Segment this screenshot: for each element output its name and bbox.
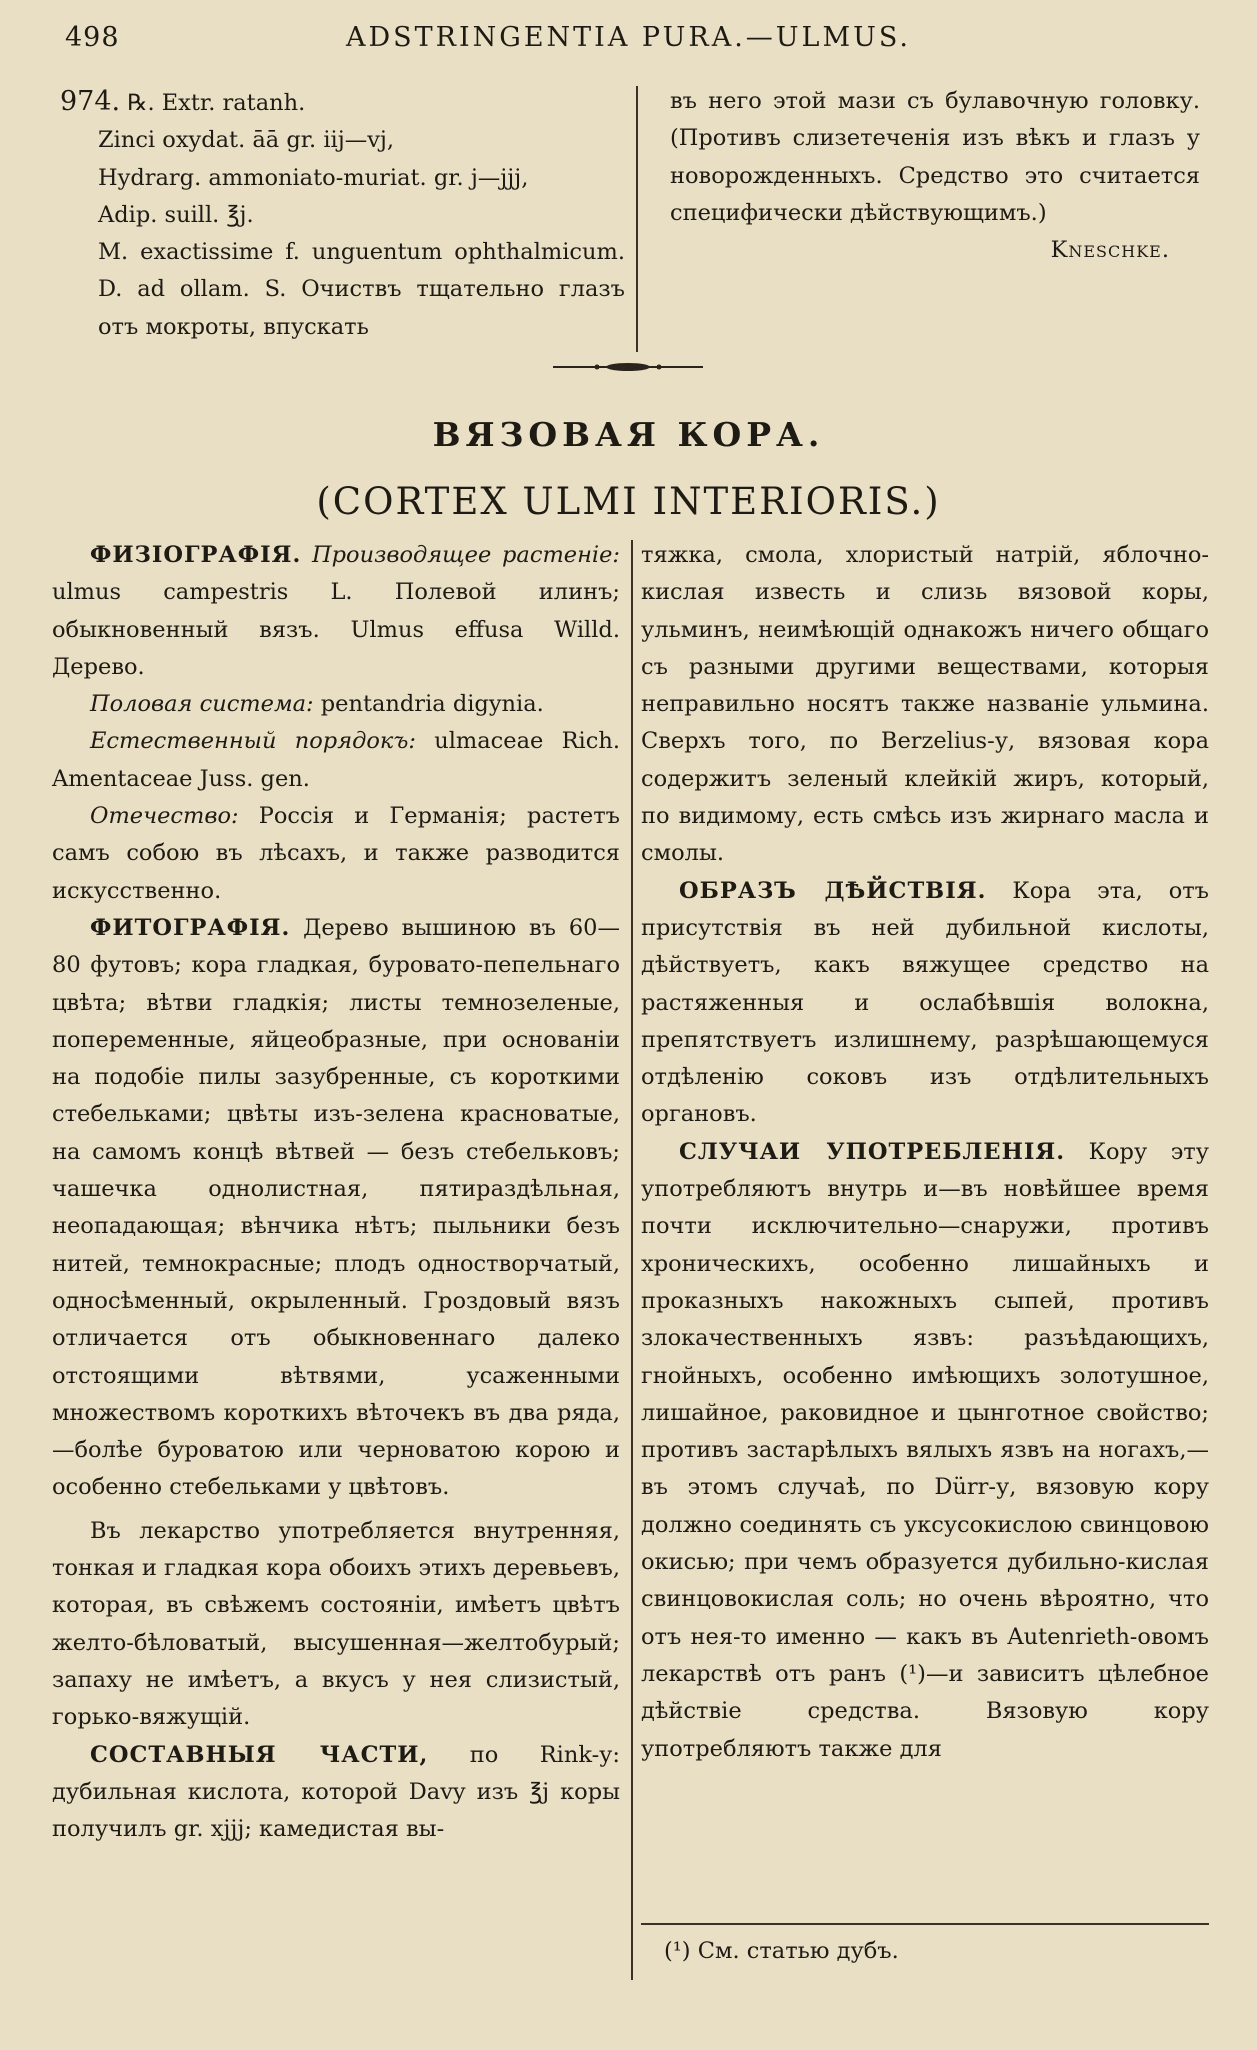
medicinal-use-paragraph: Въ лекарство употребляется внутренняя, тонкая и гладкая кора обоихъ этихъ деревьевъ, которая, въ свѣжемъ состояніи, имѣетъ цвѣтъ желто-бѣловатый, высушенная—желтобурый; запаху не имѣетъ, а вкусъ у нея слизистый, горько-вяжущій. [52,1517,620,1731]
constituents-continuation: тяжка, смола, хлористый натрій, яблочно-кислая известь и слизь вязовой коры, ульминъ, неимѣющій однакожъ ничего общаго съ разными другими веществами, которыя неправильно носятъ также названіе ульмина. Сверхъ того, по Berzelius-у, вязовая кора содержитъ зеленый клейкій жиръ, который, по видимому, есть смѣсь изъ жирнаго масла и смолы. [641,542,1209,867]
sexual-system-paragraph [52,686,620,723]
section-heading: ОБРАЗЪ ДѢЙСТВІЯ. [679,877,987,904]
italic-label: Отечество: [90,803,239,830]
column-divider [631,540,633,1980]
footnote-rule [641,1923,1209,1925]
column-divider [636,86,638,352]
paragraph-text: Дерево вышиною въ 60—80 футовъ; кора гладкая, буровато-пепельнаго цвѣта; вѣтви гладкія; листы темнозеленые, попеременные, яйцеобразные, при основаніи на подобіе пилы зазубренные, съ короткими стебельками; цвѣты изъ-зелена красноватые, на самомъ концѣ вѣтвей — безъ стебельковъ; чашечка однолистная, пятираздѣльная, неопадающая; вѣнчика нѣтъ; пыльники безъ нитей, темнокрасные; плодъ одностворчатый, односѣменный, окрыленный. Гроздовый вязъ отличается отъ обыкновеннаго далеко отстоящими вѣтвями, усаженными множествомъ короткихъ вѣточекъ въ два ряда,—болѣе буроватою или черноватою корою и особенно стебельками у цвѣтовъ. [52,914,620,1501]
prescription-author: Kneschke. [1050,237,1170,264]
article-subtitle: (CORTEX ULMI INTERIORIS.) [316,480,941,523]
main-left-column [52,537,620,1848]
prescription-line [60,83,625,122]
main-right-column [641,537,1209,1768]
paragraph-text: ulmaceae Rich. Amentaceae Juss. gen. [52,728,620,792]
phytography-paragraph [52,910,620,1507]
mode-of-action-paragraph [641,873,1209,1134]
paragraph-text: ulmus campestris L. Полевой илинъ; обыкновенный вязъ. Ulmus effusa Willd. Дерево. [52,579,620,680]
prescription-signature-text: M. exactissime f. unguentum ophthalmicum. D. ad ollam. S. Очиствъ тщательно глазъ отъ мокроты, впускать [98,239,625,340]
prescription-left-column [60,83,625,346]
italic-label: Производящее растеніе: [312,542,621,568]
paragraph-text: Кора эта, отъ присутствія въ ней дубильной кислоты, дѣйствуетъ, какъ вяжущее средство на растяженныя и ослабѣвшія волокна, препятствуетъ излишнему, разрѣшающемуся отдѣленію соковъ изъ отдѣлительныхъ органовъ. [641,877,1209,1128]
section-heading: ФИТОГРАФІЯ. [90,914,291,941]
prescription-line: Zinci oxydat. āā gr. iij—vj, [98,127,395,154]
page-number: 498 [65,22,120,53]
paragraph-text: pentandria digynia. [320,691,544,718]
page-header [60,22,1197,62]
prescription-number: 974. [60,86,121,117]
section-heading: ФИЗІОГРАФІЯ. [90,542,302,568]
paragraph-text: по Rink-у: дубильная кислота, которой Davy изъ ℥j коры получилъ gr. xjjj; камедистая вы- [52,1741,621,1843]
section-heading: СЛУЧАИ УПОТРЕБЛЕНІЯ. [679,1138,1066,1165]
footnote: (¹) См. статью дубъ. [664,1938,899,1964]
prescription-continuation: въ него этой мази съ булавочную головку. (Противъ слизетеченія изъ вѣкъ и глазъ у новорожденныхъ. Средство это считается специфически дѣйствующимъ.) [670,88,1200,226]
italic-label: Естественный порядокъ: [90,728,416,755]
paragraph-text: Россія и Германія; растетъ самъ собою въ лѣсахъ, и также разводится искусственно. [52,803,620,904]
natural-order-paragraph [52,723,620,798]
constituents-paragraph [52,1737,620,1849]
italic-label: Половая система: [90,691,314,718]
ornament-divider-icon [553,360,703,374]
prescription-line: Adip. suill. ℥j. [98,201,254,228]
section-heading: СОСТАВНЫЯ ЧАСТИ, [90,1741,429,1768]
indications-paragraph [641,1134,1209,1768]
homeland-paragraph [52,798,620,910]
prescription-right-column [670,83,1200,269]
prescription-line: Hydrarg. ammoniato-muriat. gr. j—jjj, [98,164,529,191]
running-head: ADSTRINGENTIA PURA.—ULMUS. [346,22,911,53]
article-title: ВЯЗОВАЯ КОРА. [432,415,825,454]
paragraph-text: Кору эту употребляютъ внутрь и—въ новѣйшее время почти исключительно—снаружи, противъ хроническихъ, особенно лишайныхъ и проказныхъ накожныхъ сыпей, противъ злокачественныхъ язвъ: разъѣдающихъ, гнойныхъ, особенно имѣющихъ золотушное, лишайное, раковидное и цынготное свойство; противъ застарѣлыхъ вялыхъ язвъ на ногахъ,—въ этомъ случаѣ, по Dürr-у, вязовую кору должно соединять съ уксусокислою свинцовою окисью; при чемъ образуется дубильно-кислая свинцовокислая соль; но очень вѣроятно, что отъ нея-то именно — какъ въ Autenrieth-овомъ лекарствѣ отъ ранъ (¹)—и зависитъ цѣлебное дѣйствіе средства. Вязовую кору употребляютъ также для [641,1138,1209,1762]
physiography-paragraph [52,537,620,686]
prescription-line-text: ℞. Extr. ratanh. [127,90,306,116]
